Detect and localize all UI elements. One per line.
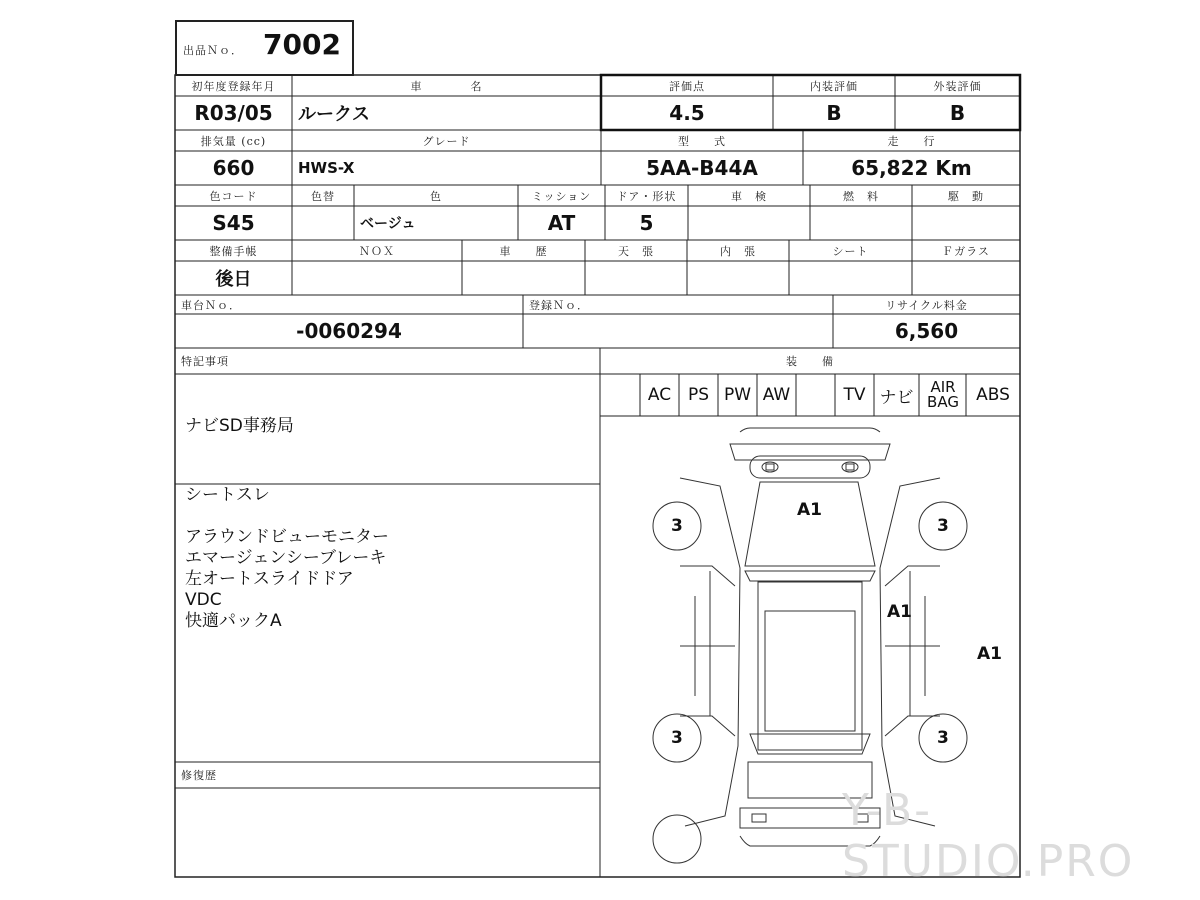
doors-value: 5 [639,211,654,235]
special-notes-text: ナビSD事務局 [185,416,294,436]
nox-label: ＮＯＸ [359,244,395,258]
car-name-label: 車 名 [410,79,483,93]
mileage-label: 走 行 [887,134,936,148]
equipment-pw: PW [723,385,752,405]
lot-number: 7002 [263,28,341,61]
score-label: 評価点 [669,79,705,93]
remark-line: 左オートスライドドア [185,569,354,589]
interior-grade-label: 内装評価 [810,79,858,93]
lot-label: 出品Ｎｏ． [183,44,243,57]
watermark-text: Y-B-STUDIO.PRO [842,785,1135,887]
drive-label: 駆 動 [948,189,984,203]
mileage-value: 65,822 Km [851,156,972,180]
tire-code-front-left: 3 [671,516,683,536]
equipment-navi: ナビ [879,387,914,408]
headliner-label: 天 張 [618,244,654,258]
tire-code-rear-left: 3 [671,728,683,748]
color-label: 色 [430,189,442,203]
remark-line: シートスレ [185,485,270,505]
doors-label: ドア・形状 [616,189,677,203]
equipment-cell [600,374,640,416]
exterior-grade-label: 外装評価 [933,79,982,93]
equipment-aw: AW [762,385,791,405]
interior-trim-label: 内 張 [720,244,756,258]
vehicle-history-label: 車 歴 [499,244,548,258]
service-book-value: 後日 [215,269,252,290]
model-code-label: 型 式 [678,134,726,148]
transmission-label: ミッション [531,189,592,203]
recycle-fee-label: リサイクル料金 [885,298,968,312]
equipment-tv: TV [843,385,866,405]
color-value: ベージュ [360,216,416,232]
damage-code-windshield: A1 [797,500,822,520]
transmission-value: AT [547,211,576,235]
front-glass-label: Ｆガラス [942,244,990,258]
seat-label: シート [832,244,869,258]
recycle-fee-value: 6,560 [894,319,959,343]
service-book-label: 整備手帳 [209,244,258,258]
equipment-ps: PS [687,385,710,405]
equipment-airbag: AIR BAG [927,378,959,411]
remark-line: アラウンドビューモニター [185,527,389,547]
remark-line: エマージェンシーブレーキ [185,548,387,568]
color-code-label: 色コード [209,189,258,203]
plate-number-label: 登録Ｎｏ． [529,298,589,312]
remarks-list [175,485,600,632]
equipment-abs: ABS [976,385,1010,405]
registration-value: R03/05 [194,101,273,125]
chassis-number-label: 車台Ｎｏ． [181,298,241,312]
tire-code-front-right: 3 [937,516,949,536]
damage-code-right-side: A1 [887,602,912,622]
registration-label: 初年度登録年月 [191,79,276,93]
equipment-ac: AC [647,385,672,405]
displacement-value: 660 [212,156,255,180]
color-code-value: S45 [212,211,255,235]
displacement-label: 排気量 (cc) [200,134,267,148]
equipment-label: 装 備 [786,355,834,368]
interior-grade-value: B [826,101,842,125]
fuel-label: 燃 料 [843,189,879,203]
chassis-number-value: -0060294 [296,319,402,343]
car-name-value: ルークス [298,104,370,125]
damage-code-right-edge: A1 [977,644,1002,664]
repair-history-label: 修復歴 [181,769,217,782]
inspection-label: 車 検 [731,189,767,203]
remark-line: 快適パックA [185,611,282,631]
model-code-value: 5AA-B44A [646,156,758,180]
remark-line: VDC [185,590,222,610]
special-notes-label: 特記事項 [181,355,229,368]
remark-line [175,506,600,527]
equipment-cell [796,374,835,416]
tire-code-rear-right: 3 [937,728,949,748]
grade-value: HWS-X [298,159,355,177]
exterior-grade-value: B [949,101,966,125]
repaint-label: 色替 [311,189,335,203]
score-value: 4.5 [669,101,705,125]
grade-label: グレード [422,134,471,148]
